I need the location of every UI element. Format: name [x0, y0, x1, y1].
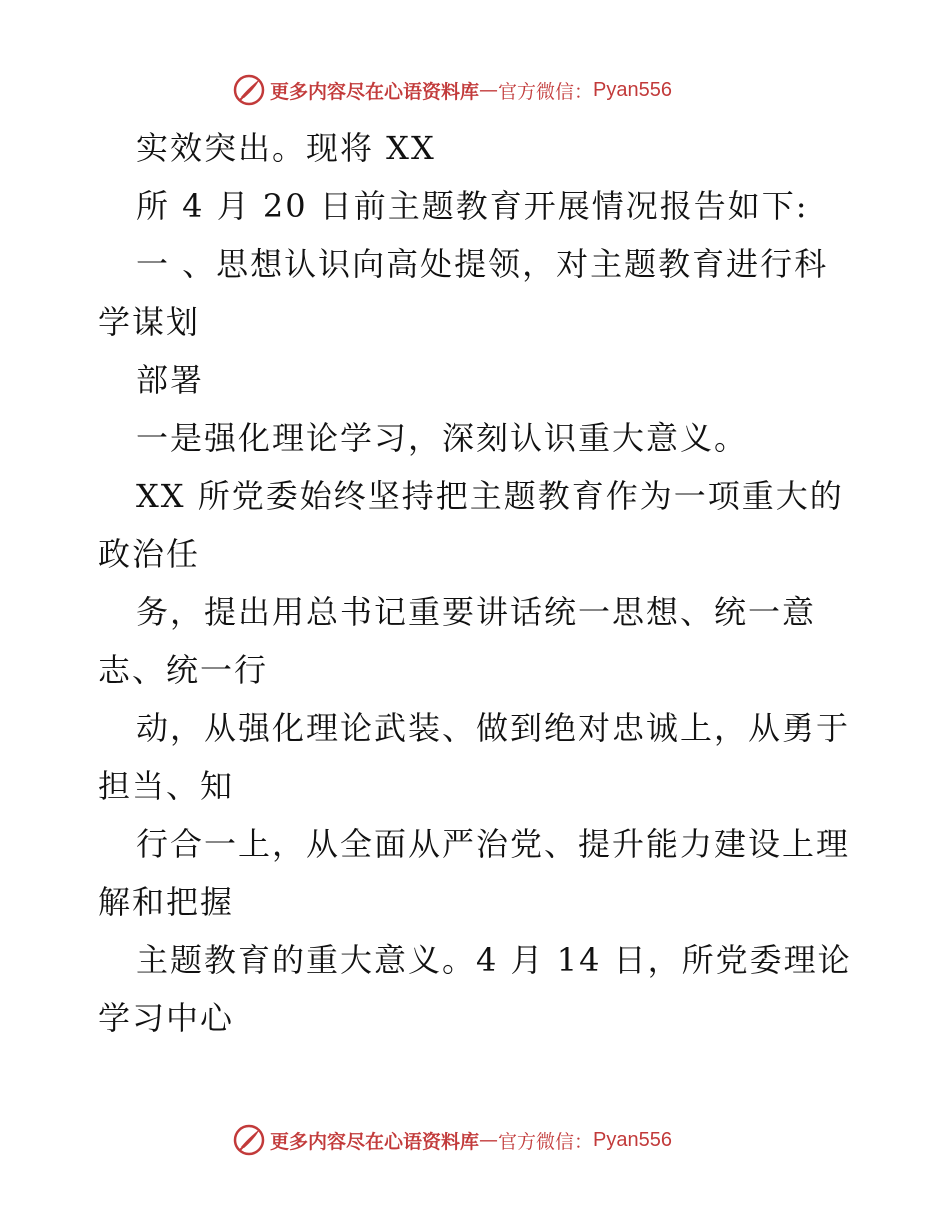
- watermark-brand-text: 更多内容尽在心语资料库: [270, 1130, 480, 1153]
- text-line: XX 所党委始终坚持把主题教育作为一项重大的: [136, 477, 844, 515]
- watermark-dash: —: [479, 79, 499, 101]
- text-line: 志、统一行: [98, 651, 269, 689]
- header-watermark: [232, 72, 672, 108]
- text-line: 务，提出用总书记重要讲话统一思想、统一意: [136, 593, 817, 631]
- text-line: 动，从强化理论武装、做到绝对忠诚上，从勇于: [136, 709, 851, 747]
- text-line: 实效突出。现将 XX: [136, 129, 436, 167]
- text-line: 所 4 月 20 日前主题教育开展情况报告如下:: [136, 187, 809, 225]
- section-heading-line: 一 、思想认识向高处提领，对主题教育进行科: [136, 245, 829, 283]
- quill-logo-icon: [232, 73, 266, 107]
- watermark-brand-text: 更多内容尽在心语资料库: [270, 80, 480, 103]
- text-line: 学谋划: [98, 303, 201, 341]
- quill-logo-icon: [232, 1123, 266, 1157]
- watermark-wechat-id: Pyan556: [593, 78, 672, 101]
- watermark-dash: —: [479, 1129, 499, 1151]
- watermark-wechat-label: 官方微信：: [498, 1130, 594, 1153]
- text-line: 主题教育的重大意义。4 月 14 日，所党委理论: [136, 941, 852, 979]
- watermark-wechat-label: 官方微信：: [498, 80, 594, 103]
- text-line: 学习中心: [98, 999, 235, 1037]
- text-line: 解和把握: [98, 883, 235, 921]
- watermark-wechat-id: Pyan556: [593, 1128, 672, 1151]
- text-line: 部署: [136, 361, 205, 399]
- text-line: 行合一上，从全面从严治党、提升能力建设上理: [136, 825, 851, 863]
- text-line: 政治任: [98, 535, 201, 573]
- footer-watermark: [232, 1122, 672, 1158]
- text-line: 担当、知: [98, 767, 235, 805]
- text-line: 一是强化理论学习，深刻认识重大意义。: [136, 419, 749, 457]
